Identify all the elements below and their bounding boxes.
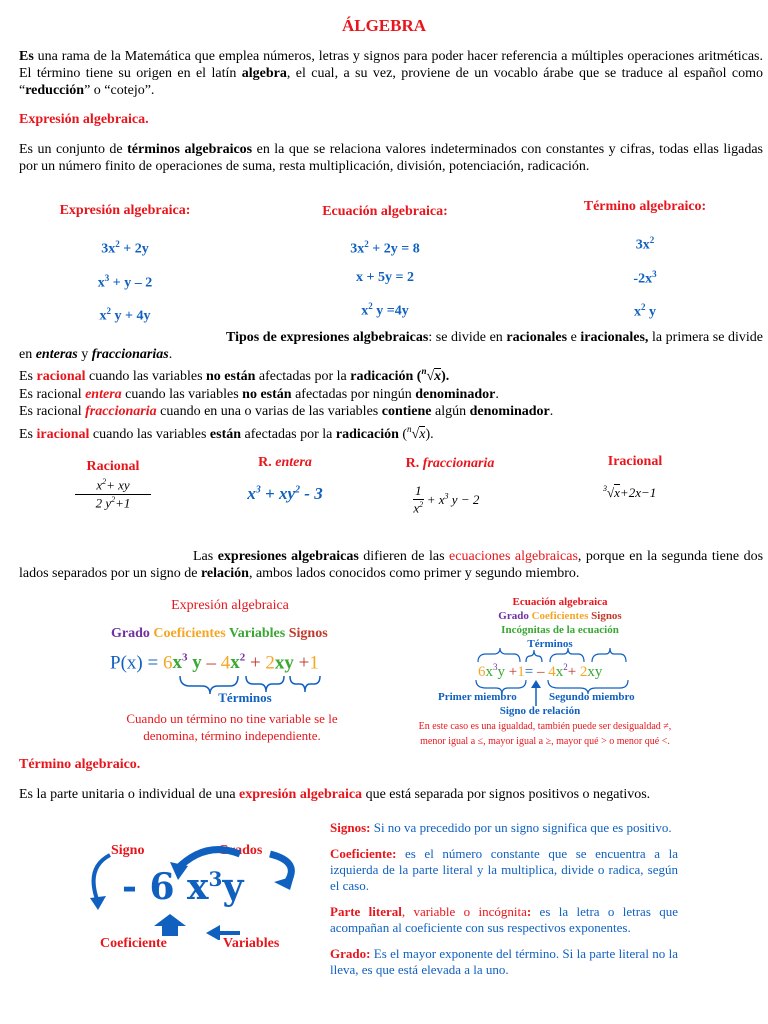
term-heading: Término algebraico. <box>19 757 141 772</box>
types-line-racional: Es racional cuando las variables no están afectadas por la radicación ($^n$√x). <box>19 366 450 384</box>
arrow-signo <box>94 855 110 902</box>
diagram-right-title: Ecuación algebraica <box>512 596 608 608</box>
diagram-left-legend: Grado Coeficientes Variables Signos <box>111 626 328 641</box>
examples-col2: $3x^2 + 2y = 8$ x + 5y = 2 $x^2$ y =4y <box>350 239 420 319</box>
def-signos: Signos: Si no va precedido por un signo significa que es positivo. <box>330 820 672 835</box>
expr-heading: Expresión algebraica. <box>19 112 149 127</box>
diagram-right-legend: Grado Coeficientes Signos <box>498 610 622 622</box>
type-racional-label: Racional <box>86 459 140 474</box>
types-line-entera: Es racional entera cuando las variables no están afectadas por ningún denominador. <box>19 386 499 402</box>
examples-col1: $3x^2 + 2y$ $x^3 + y - 2$ $x^2$ y + 4y <box>97 239 153 324</box>
term-diagram-expression: - 6 $x^3y$ <box>122 866 244 908</box>
arrow-grados-right-head <box>274 876 294 890</box>
term-definition: Es la parte unitaria o individual de una expresión algebraica que está separada por signos positivos o negativos. <box>19 787 651 802</box>
examples-col2-title: Ecuación algebraica: <box>322 204 448 219</box>
def-coeficiente: Coeficiente: es el número constante que se encuentra a la izquierda de la parte literal y la multiplica, divide o radica, según el caso. <box>330 846 678 893</box>
term-diagram-signo: Signo <box>111 843 145 858</box>
diagram-left-polynomial: $P(x) = 6x^3$ $y - 4x^2 + 2xy +1$ <box>110 652 319 674</box>
type-fraccionaria-label: R. fraccionaria <box>405 456 495 471</box>
term-definitions <box>330 820 678 978</box>
examples-col3: $3x^2$ $-2x^3$ $x^2$ y <box>633 235 657 320</box>
iracional-example: $^3$√x+2x−1 <box>603 484 657 500</box>
types-line-iracional: Es iracional cuando las variables están afectadas por la radicación ($^n$√x). <box>19 423 434 442</box>
diagram-left-title: Expresión algebraica <box>171 598 289 613</box>
top-brace-3 <box>550 648 584 662</box>
top-brace-4 <box>592 648 626 662</box>
diagram-left-note: Cuando un término no tine variable se le denomina, término independiente. <box>126 711 338 743</box>
def-parte-literal: Parte literal, variable o incógnita: es la letra o letras que acompañan al coeficiente con sus respectivos exponentes. <box>330 904 678 935</box>
term-diagram-grados: Grados <box>218 843 263 858</box>
examples-col1-title: Expresión algebraica: <box>59 203 191 218</box>
examples-col3-title: Término algebraico: <box>583 199 707 214</box>
diagram-right-segundo: Segundo miembro <box>549 691 635 703</box>
arrow-coeficiente <box>154 914 186 936</box>
diagram-right-primer: Primer miembro <box>438 691 517 703</box>
compare-paragraph: Las expresiones algebraicas difieren de las ecuaciones algebraicas, porque en la segunda tiene dos lados separados por un signo de relación, ambos lados conocidos como primer y segundo miembro. <box>19 549 764 581</box>
def-grado: Grado: Es el mayor exponente del término. Si la parte literal no la lleva, es que está elevada a la uno. <box>330 946 678 977</box>
diagram-right-incog: Incógnitas de la ecuación <box>501 624 619 636</box>
types-line-fraccionaria: Es racional fraccionaria cuando en una o varias de las variables contiene algún denominador. <box>19 404 554 419</box>
expr-definition: Es un conjunto de términos algebraicos en la que se relaciona valores indeterminados con constantes y cifras, todas ellas ligadas por un número finito de operaciones de suma, resta multiplicación, división, potenciación, radicación. <box>19 142 763 174</box>
type-entera-label: R. entera <box>258 455 312 470</box>
diagram-right-terminos: Términos <box>527 638 573 650</box>
types-list <box>19 363 553 443</box>
diagram-right-signo-rel: Signo de relación <box>499 705 581 717</box>
arrow-head <box>531 680 541 688</box>
top-brace-1 <box>478 648 520 662</box>
page-title: ÁLGEBRA <box>341 16 427 35</box>
diagram-right-note: En este caso es una igualdad, también puede ser desigualdad ≠, menor igual a ≤, mayor igual a ≥, mayor qué > o menor qué <. <box>418 721 672 747</box>
intro-paragraph: Es una rama de la Matemática que emplea números, letras y signos para poder hacer referencia a múltiples operaciones aritméticas. El término tiene su origen en el latín algebra, el cual, a su vez, proviene de un vocablo árabe que se traduce al español como “reducción” o “cotejo”. <box>19 49 763 98</box>
types-paragraph: Tipos de expresiones algbebraicas: se divide en racionales e iracionales, la primera se divide en enteras y fraccionarias. <box>19 330 764 362</box>
arrow-signo-head <box>90 896 106 910</box>
term-diagram-variables: Variables <box>223 936 280 951</box>
fraccionaria-example: $\frac{1}{x^2}$ + $x^3$ y − 2 <box>413 483 480 516</box>
diagram-left-terminos: Términos <box>218 690 272 705</box>
racional-fraction: $x^2+$ xy 2 $y^2+1$ <box>75 477 151 512</box>
term-diagram-coeficiente: Coeficiente <box>100 936 167 951</box>
entera-example: $x^3 + xy^2 - 3$ <box>247 484 323 503</box>
type-iracional-label: Iracional <box>607 454 663 469</box>
top-brace-2 <box>526 650 542 662</box>
diagram-right-equation: $6x^3y +1= - 4x^2+ 2xy$ <box>478 662 603 680</box>
